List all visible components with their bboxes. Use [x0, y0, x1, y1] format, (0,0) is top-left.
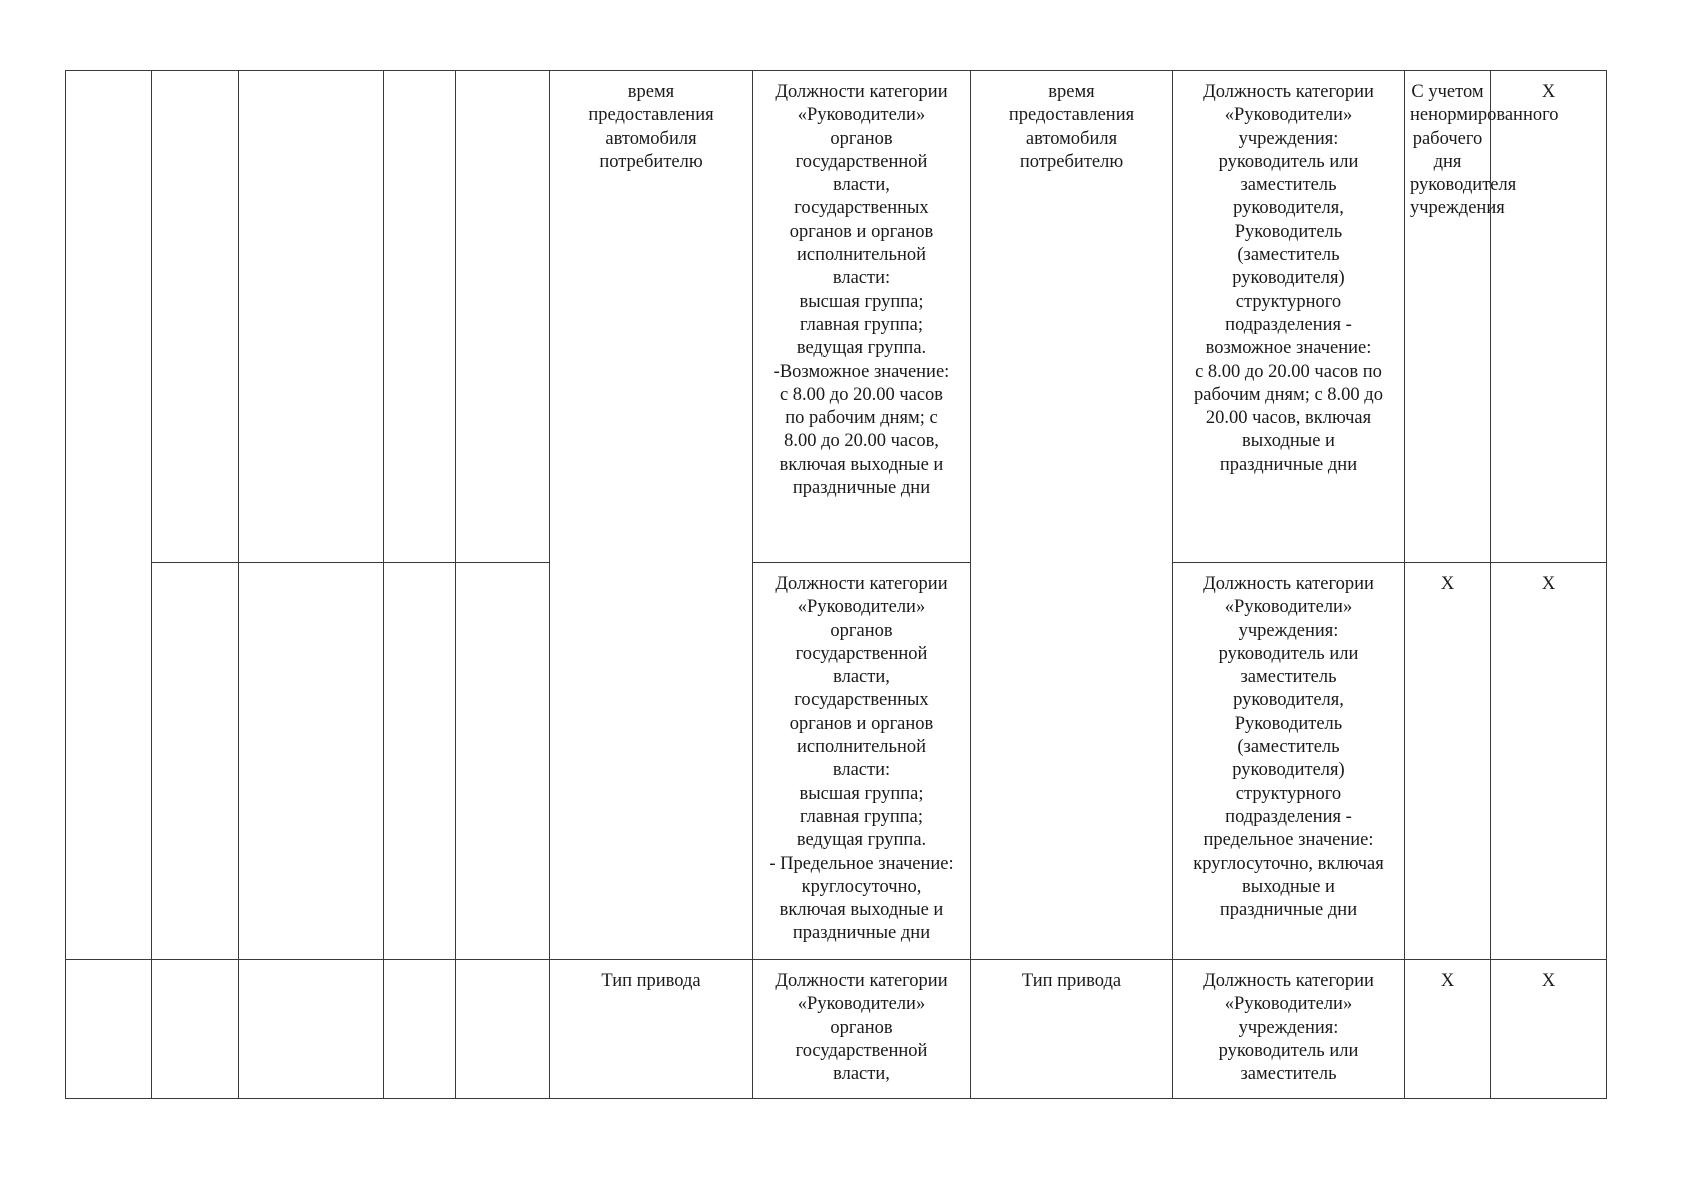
institution-value-cell: Должность категории «Руководители» учреждения: руководитель или заместитель руководителя, Руководитель (заместитель руководителя) структурного подразделения - возможное значение: с 8.00 до 20.00 часов по рабочим дням; с 8.00 до 20.00 часов, включая выходные и праздничные дни: [1173, 71, 1405, 563]
functional-purpose-cell: Х: [1491, 960, 1607, 1099]
justification-cell: Х: [1405, 960, 1491, 1099]
table-row: [66, 960, 1607, 1099]
table-cell: [152, 563, 239, 960]
institution-value-cell: Должность категории «Руководители» учреждения: руководитель или заместитель руководителя, Руководитель (заместитель руководителя) структурного подразделения - предельное значение: круглосуточно, включая выходные и праздничные дни: [1173, 563, 1405, 960]
table-cell: [456, 563, 550, 960]
table-cell: [456, 71, 550, 563]
table-cell: [66, 71, 152, 960]
authorities-value-cell: Должности категории «Руководители» органов государственной власти, государственных органов и органов исполнительной власти: высшая группа; главная группа; ведущая группа. - Предельное значение: круглосуточно, включая выходные и праздничные дни: [753, 563, 971, 960]
table-cell: [456, 960, 550, 1099]
table-cell: [239, 960, 384, 1099]
requirements-table: [65, 70, 1607, 1099]
functional-purpose-cell: Х: [1491, 71, 1607, 563]
institution-characteristic-cell: Тип привода: [971, 960, 1173, 1099]
table-cell: [239, 71, 384, 563]
functional-purpose-cell: Х: [1491, 563, 1607, 960]
institution-characteristic-cell: время предоставления автомобиля потребителю: [971, 71, 1173, 960]
table-cell: [152, 960, 239, 1099]
table-cell: [384, 563, 456, 960]
table-row: [66, 563, 1607, 960]
justification-cell: С учетом ненормированного рабочего дня руководителя учреждения: [1405, 71, 1491, 563]
table-row: [66, 71, 1607, 563]
characteristic-cell: время предоставления автомобиля потребителю: [550, 71, 753, 960]
table-cell: [66, 960, 152, 1099]
characteristic-cell: Тип привода: [550, 960, 753, 1099]
table-cell: [152, 71, 239, 563]
table-cell: [384, 71, 456, 563]
authorities-value-cell: Должности категории «Руководители» органов государственной власти, государственных органов и органов исполнительной власти: высшая группа; главная группа; ведущая группа. -Возможное значение: с 8.00 до 20.00 часов по рабочим дням; с 8.00 до 20.00 часов, включая выходные и праздничные дни: [753, 71, 971, 563]
table-cell: [239, 563, 384, 960]
table-cell: [384, 960, 456, 1099]
institution-value-cell: Должность категории «Руководители» учреждения: руководитель или заместитель: [1173, 960, 1405, 1099]
justification-cell: Х: [1405, 563, 1491, 960]
authorities-value-cell: Должности категории «Руководители» органов государственной власти,: [753, 960, 971, 1099]
